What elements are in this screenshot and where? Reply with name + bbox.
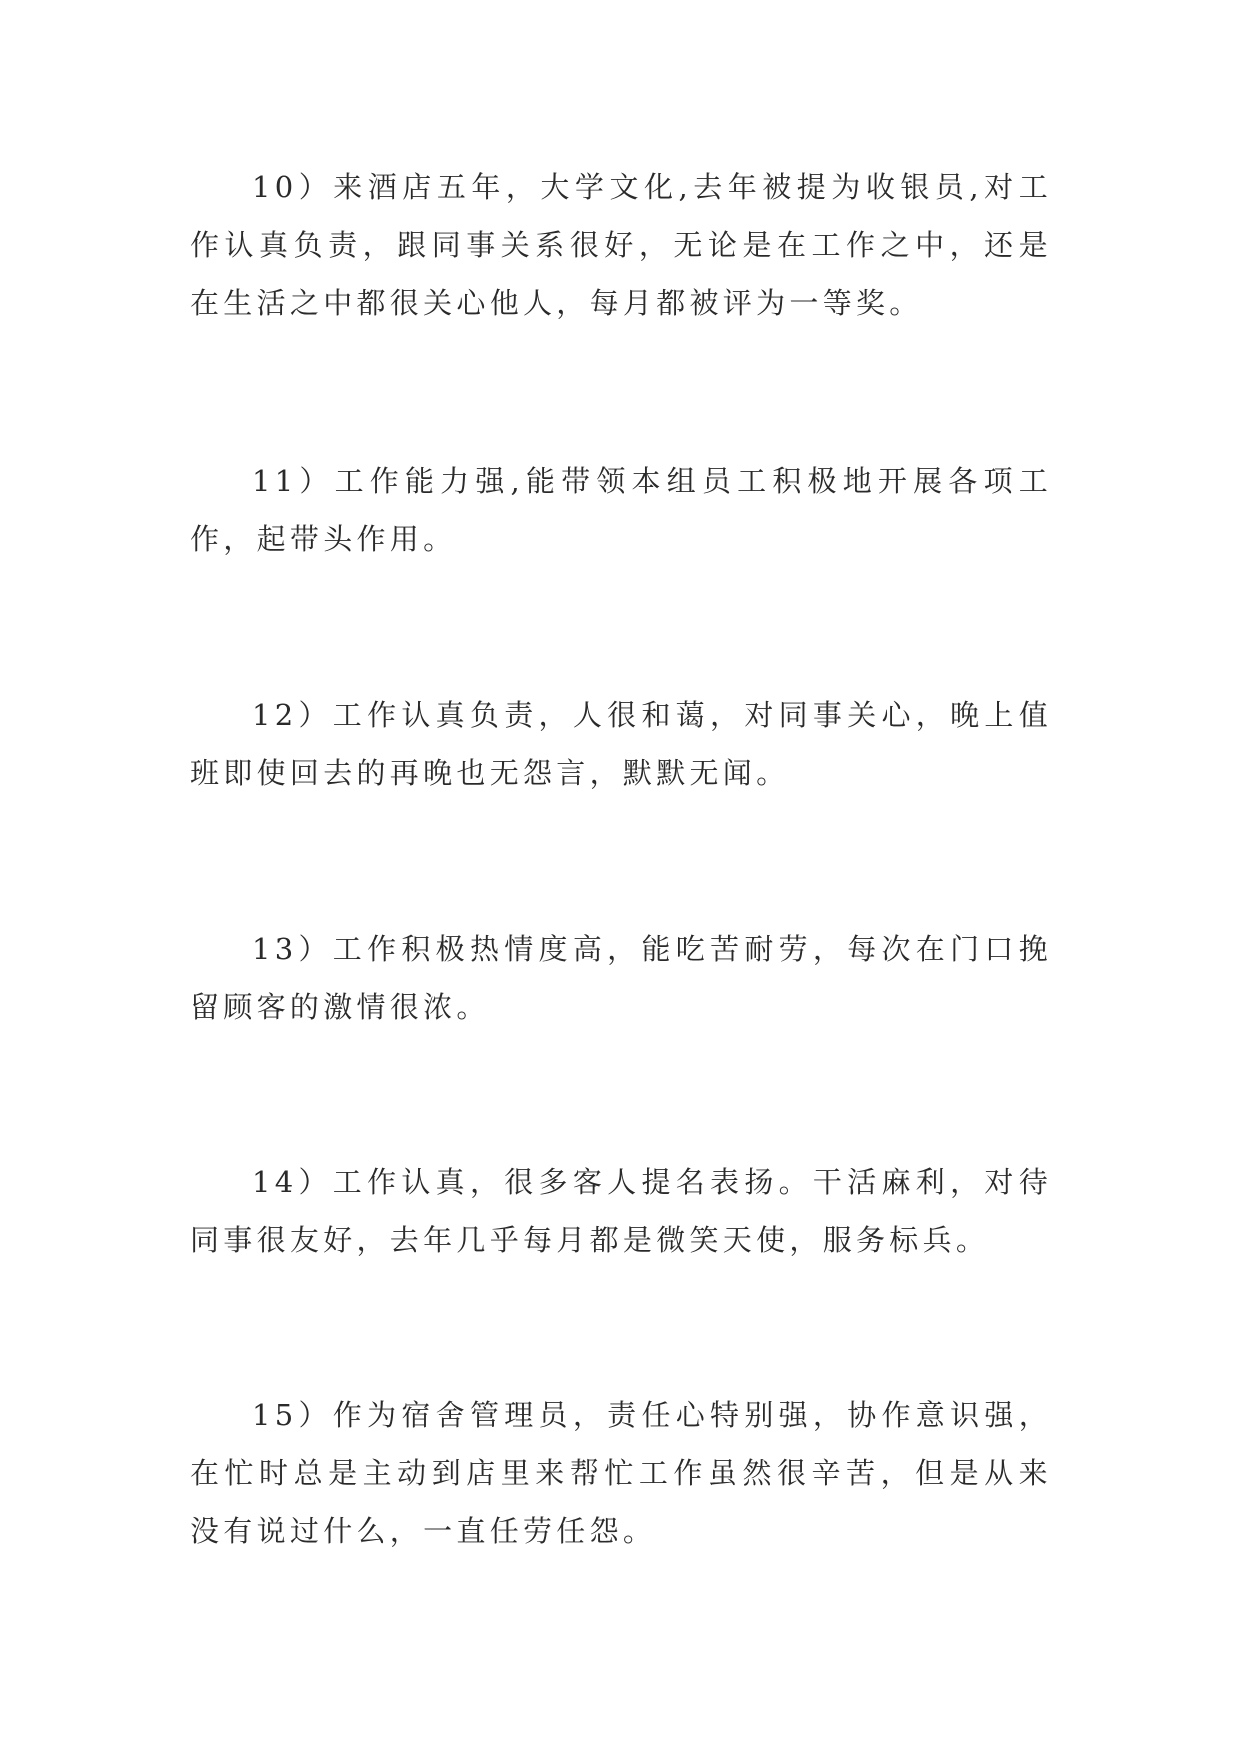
paragraph-11: 11）工作能力强,能带领本组员工积极地开展各项工作，起带头作用。 [190,464,1052,556]
paragraph-10: 10）来酒店五年，大学文化,去年被提为收银员,对工作认真负责，跟同事关系很好，无论是在工作之中，还是在生活之中都很关心他人，每月都被评为一等奖。 [190,170,1052,320]
paragraph-14: 14）工作认真，很多客人提名表扬。干活麻利，对待同事很友好，去年几乎每月都是微笑天使，服务标兵。 [190,1165,1052,1257]
paragraph-13: 13）工作积极热情度高，能吃苦耐劳，每次在门口挽留顾客的激情很浓。 [190,932,1052,1024]
paragraph-15: 15）作为宿舍管理员，责任心特别强，协作意识强，在忙时总是主动到店里来帮忙工作虽然很辛苦，但是从来没有说过什么，一直任劳任怨。 [190,1398,1052,1548]
paragraph-12: 12）工作认真负责，人很和蔼，对同事关心，晚上值班即使回去的再晚也无怨言，默默无闻。 [190,698,1052,790]
